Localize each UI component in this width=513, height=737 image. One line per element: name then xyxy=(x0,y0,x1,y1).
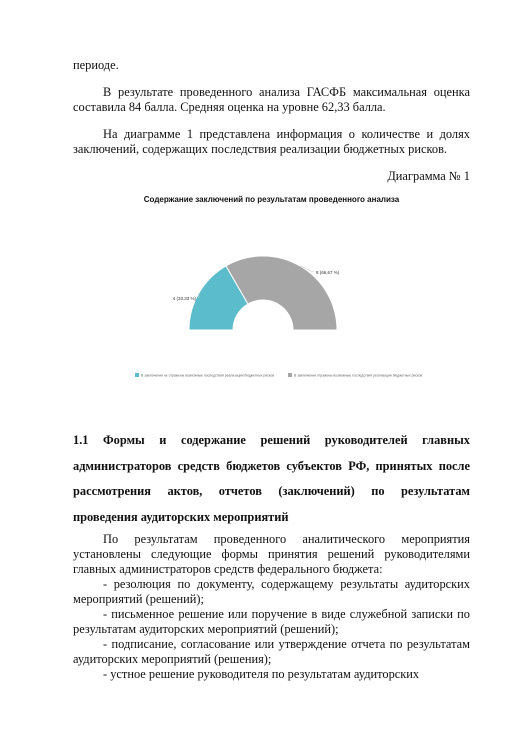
section-heading: 1.1 Формы и содержание решений руководителей главных администраторов средств бюджетов субъектов РФ, принятых после рассмотрения актов, отчетов (заключений) по результатам проведения аудиторских мероприятий xyxy=(73,433,470,524)
paragraph-continuation: периоде. xyxy=(73,58,119,72)
bullet-oral-decision: - устное решение руководителя по результатам аудиторских xyxy=(103,667,420,681)
data-label-0: 4 (33,33 %) xyxy=(172,296,196,301)
legend-label-0: В заключении не отражены возможные последствия реализации бюджетных рисков xyxy=(141,373,275,378)
paragraph-diagram-intro: На диаграмме 1 представлена информация о количестве и долях заключений, содержащих последствия реализации бюджетных рисков. xyxy=(73,127,470,156)
diagram-caption: Диаграмма № 1 xyxy=(387,169,470,183)
data-label-1: 8 (66,67 %) xyxy=(316,270,340,275)
legend-label-1: В заключении отражены возможные последствия реализации бюджетных рисков xyxy=(294,373,423,378)
paragraph-forms-intro: По результатам проведенного аналитического мероприятия установлены следующие формы принятия решений руководителями главных администраторов средств федерального бюджета: xyxy=(73,532,470,576)
bullet-written-decision: - письменное решение или поручение в виде служебной записки по результатам аудиторских мероприятий (решений); xyxy=(73,607,470,636)
legend-swatch-1 xyxy=(288,373,292,377)
chart-container xyxy=(73,185,470,390)
paragraph-max-score: В результате проведенного анализа ГАСФБ максимальная оценка составила 84 балла. Средняя оценка на уровне 62,33 балла. xyxy=(73,85,470,114)
chart-slice-1 xyxy=(226,256,337,330)
text-block-top xyxy=(73,58,470,184)
legend-swatch-0 xyxy=(135,373,139,377)
half-donut-chart xyxy=(73,185,470,390)
bullet-resolution: - резолюция по документу, содержащему результаты аудиторских мероприятий (решений); xyxy=(73,577,470,606)
bullet-signing: - подписание, согласование или утверждение отчета по результатам аудиторских мероприятий (решения); xyxy=(73,637,470,666)
chart-title: Содержание заключений по результатам проведенного анализа xyxy=(143,195,400,204)
section-1-1 xyxy=(73,428,470,530)
text-block-bottom xyxy=(73,532,470,682)
